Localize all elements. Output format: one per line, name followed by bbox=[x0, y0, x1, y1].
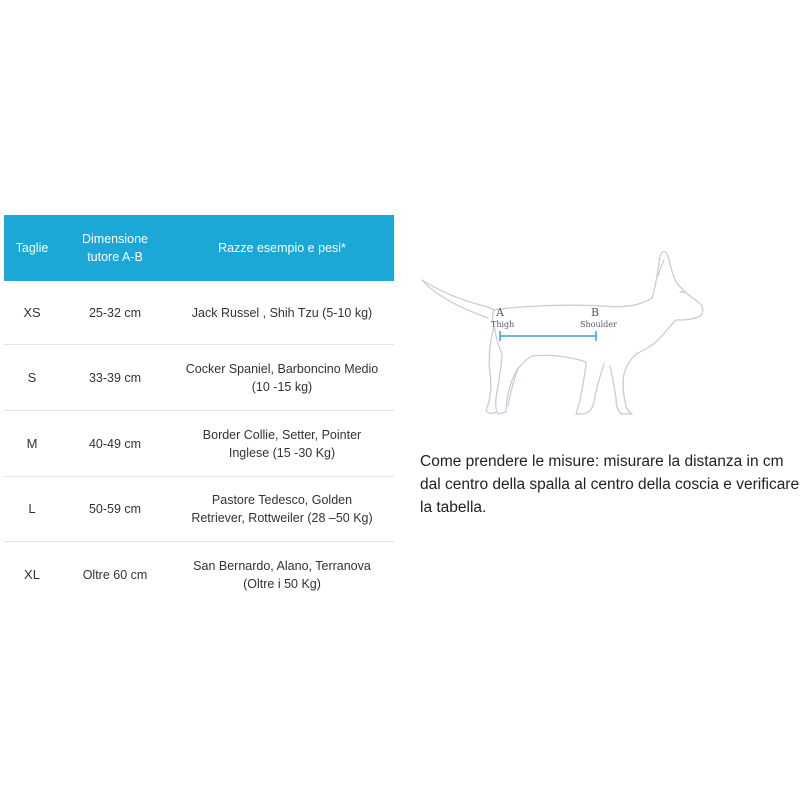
row-size: S bbox=[27, 369, 37, 385]
header-dimension-line1: Dimensione bbox=[81, 232, 148, 246]
row-breeds-line2: Retriever, Rottweiler (28 –50 Kg) bbox=[191, 511, 373, 525]
size-table bbox=[4, 215, 394, 608]
point-b-letter: B bbox=[591, 306, 600, 319]
measure-line bbox=[500, 331, 596, 341]
point-a-label: Thigh bbox=[491, 320, 515, 329]
row-breeds-line1: Border Collie, Setter, Pointer bbox=[202, 427, 362, 442]
dog-outline-icon bbox=[422, 252, 703, 415]
row-breeds bbox=[170, 557, 394, 593]
row-breeds-line1: Cocker Spaniel, Barboncino Medio bbox=[185, 361, 379, 376]
row-dimension: 25-32 cm bbox=[88, 305, 142, 320]
point-b-label: Shoulder bbox=[580, 320, 617, 329]
table-row bbox=[4, 411, 394, 477]
row-breeds-line1: Pastore Tedesco, Golden bbox=[211, 493, 353, 507]
table-row bbox=[4, 477, 394, 542]
dog-outline-svg bbox=[418, 246, 718, 420]
measure-instructions: Come prendere le misure: misurare la distanza in cm dal centro della spalla al centro della coscia e verificare la tabella. bbox=[420, 453, 800, 516]
row-breeds bbox=[170, 304, 394, 322]
table-header bbox=[4, 215, 394, 281]
row-size: M bbox=[26, 435, 38, 451]
row-breeds-line1: San Bernardo, Alano, Terranova bbox=[193, 559, 371, 573]
row-breeds-line2: Inglese (15 -30 Kg) bbox=[228, 445, 336, 460]
header-dimension-line2: tutore A-B bbox=[87, 250, 143, 264]
row-breeds-line2: (Oltre i 50 Kg) bbox=[243, 577, 321, 591]
header-dimension bbox=[60, 230, 170, 266]
row-breeds bbox=[170, 360, 394, 396]
row-dimension: 40-49 cm bbox=[88, 436, 142, 451]
row-breeds bbox=[170, 491, 394, 527]
row-size: XS bbox=[23, 304, 41, 320]
table-row bbox=[4, 542, 394, 608]
row-dimension: 50-59 cm bbox=[88, 502, 142, 516]
row-dimension: Oltre 60 cm bbox=[82, 568, 148, 582]
row-breeds-line1: Jack Russel , Shih Tzu (5-10 kg) bbox=[191, 305, 373, 320]
header-breeds: Razze esempio e pesi* bbox=[218, 241, 346, 255]
table-row bbox=[4, 281, 394, 345]
dog-measurement-diagram bbox=[418, 246, 718, 420]
row-breeds-line2: (10 -15 kg) bbox=[251, 379, 313, 394]
table-row bbox=[4, 345, 394, 411]
row-size: L bbox=[28, 501, 36, 516]
row-size: XL bbox=[24, 567, 40, 582]
row-breeds bbox=[170, 426, 394, 462]
row-dimension: 33-39 cm bbox=[88, 370, 142, 385]
header-size: Taglie bbox=[15, 241, 49, 255]
point-a-letter: A bbox=[496, 306, 504, 319]
